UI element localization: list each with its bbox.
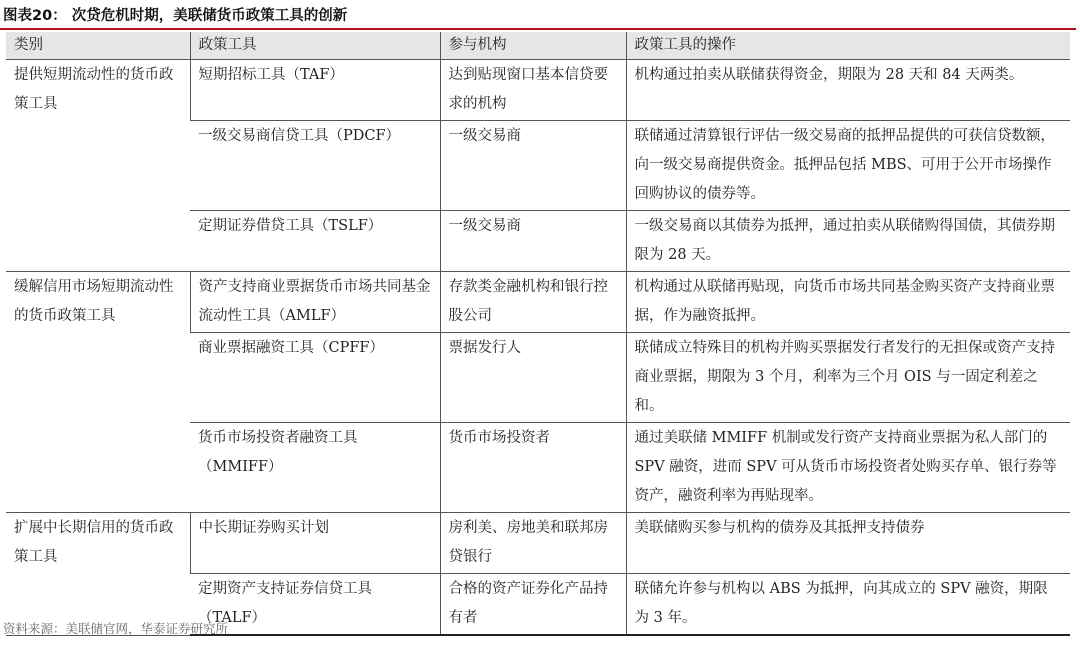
- operation-cell: 联储通过清算银行评估一级交易商的抵押品提供的可获信贷数额，向一级交易商提供资金。抵押品包括 MBS、可用于公开市场操作回购协议的债券等。: [626, 121, 1070, 211]
- header-operation: 政策工具的操作: [626, 32, 1070, 60]
- tool-cell: 定期资产支持证券信贷工具（TALF）: [190, 574, 440, 636]
- table-row: [6, 60, 1070, 121]
- header-category: 类别: [6, 32, 190, 60]
- operation-cell: 机构通过从联储再贴现，向货币市场共同基金购买资产支持商业票据，作为融资抵押。: [626, 272, 1070, 333]
- header-participants: 参与机构: [440, 32, 626, 60]
- policy-tools-table: [6, 32, 1070, 636]
- header-tool: 政策工具: [190, 32, 440, 60]
- participants-cell: 房利美、房地美和联邦房贷银行: [440, 513, 626, 574]
- tool-cell: 商业票据融资工具（CPFF）: [190, 333, 440, 423]
- participants-cell: 达到贴现窗口基本信贷要求的机构: [440, 60, 626, 121]
- source-note: 资料来源：美联储官网，华泰证券研究所: [3, 621, 229, 636]
- table-row: [6, 513, 1070, 574]
- tool-cell: 货币市场投资者融资工具（MMIFF）: [190, 423, 440, 513]
- participants-cell: 货币市场投资者: [440, 423, 626, 513]
- table-header-row: [6, 32, 1070, 60]
- tool-cell: 中长期证券购买计划: [190, 513, 440, 574]
- title-rule: [0, 28, 1076, 30]
- operation-cell: 美联储购买参与机构的债券及其抵押支持债券: [626, 513, 1070, 574]
- operation-cell: 一级交易商以其债券为抵押，通过拍卖从联储购得国债，其债券期限为 28 天。: [626, 211, 1070, 272]
- participants-cell: 一级交易商: [440, 211, 626, 272]
- participants-cell: 合格的资产证券化产品持有者: [440, 574, 626, 636]
- table-row: [6, 272, 1070, 333]
- participants-cell: 票据发行人: [440, 333, 626, 423]
- tool-cell: 资产支持商业票据货币市场共同基金流动性工具（AMLF）: [190, 272, 440, 333]
- tool-cell: 一级交易商信贷工具（PDCF）: [190, 121, 440, 211]
- participants-cell: 存款类金融机构和银行控股公司: [440, 272, 626, 333]
- tool-cell: 短期招标工具（TAF）: [190, 60, 440, 121]
- operation-cell: 机构通过拍卖从联储获得资金，期限为 28 天和 84 天两类。: [626, 60, 1070, 121]
- operation-cell: 联储允许参与机构以 ABS 为抵押，向其成立的 SPV 融资，期限为 3 年。: [626, 574, 1070, 636]
- operation-cell: 联储成立特殊目的机构并购买票据发行者发行的无担保或资产支持商业票据，期限为 3 个月，利率为三个月 OIS 与一固定利差之和。: [626, 333, 1070, 423]
- participants-cell: 一级交易商: [440, 121, 626, 211]
- operation-cell: 通过美联储 MMIFF 机制或发行资产支持商业票据为私人部门的 SPV 融资，进而 SPV 可从货币市场投资者处购买存单、银行券等资产，融资利率为再贴现率。: [626, 423, 1070, 513]
- category-cell: 提供短期流动性的货币政策工具: [6, 60, 190, 272]
- category-cell: 扩展中长期信用的货币政策工具: [6, 513, 190, 636]
- figure-title: 图表20： 次贷危机时期，美联储货币政策工具的创新: [3, 8, 348, 24]
- category-cell: 缓解信用市场短期流动性的货币政策工具: [6, 272, 190, 513]
- tool-cell: 定期证券借贷工具（TSLF）: [190, 211, 440, 272]
